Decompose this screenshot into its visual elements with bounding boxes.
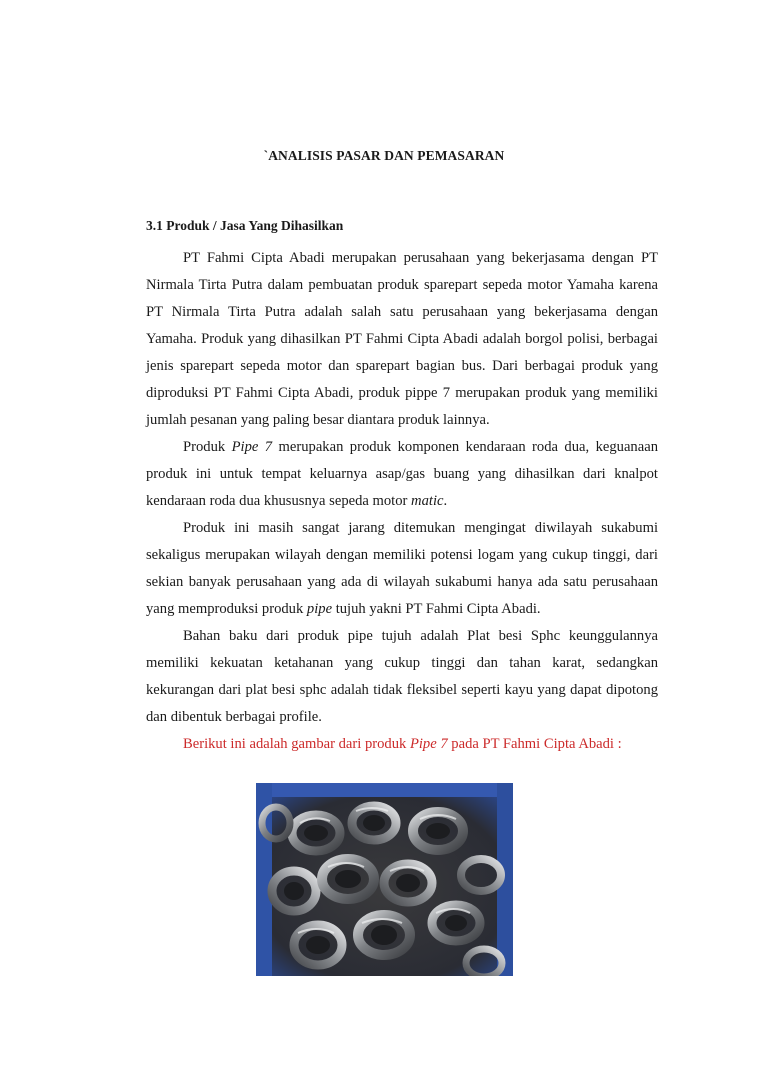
figure-caption-text-a: Berikut ini adalah gambar dari produk	[183, 736, 410, 752]
paragraph-3-italic-pipe: pipe	[306, 601, 333, 617]
paragraph-1-text: PT Fahmi Cipta Abadi merupakan perusahaan yang bekerjasama dengan PT Nirmala Tirta Putra dalam pembuatan produk sparepart sepeda motor Yamaha karena PT Nirmala Tirta Putra adalah salah satu perusahaan yang bekerjasama dengan Yamaha. Produk yang dihasilkan PT Fahmi Cipta Abadi adalah borgol polisi, berbagai jenis sparepart sepeda motor dan sparepart bagian bus. Dari berbagai produk yang diproduksi PT Fahmi Cipta Abadi, produk pippe 7 merupakan produk yang memiliki jumlah pesanan yang paling besar diantara produk lainnya.	[146, 250, 658, 428]
paragraph-3-text-b: tujuh yakni PT Fahmi Cipta Abadi.	[332, 601, 541, 617]
paragraph-2-text-c: .	[443, 493, 448, 509]
body-text	[146, 245, 658, 758]
paragraph-2-italic-product: Pipe 7	[231, 439, 273, 455]
paragraph-2-italic-matic: matic	[411, 493, 444, 509]
pipe-7-photo-icon	[256, 783, 513, 976]
paragraph-3-text-a: Produk ini masih sangat jarang ditemukan mengingat diwilayah sukabumi sekaligus merupakan wilayah dengan memiliki potensi logam yang cukup tinggi, dari sekian banyak perusahaan yang ada di wilayah sukabumi hanya ada satu perusahaan yang memproduksi produk	[146, 520, 658, 617]
paragraph-4-text: Bahan baku dari produk pipe tujuh adalah Plat besi Sphc keunggulannya memiliki kekuatan ketahanan yang cukup tinggi dan tahan karat, sedangkan kekurangan dari plat besi sphc adalah tidak fleksibel seperti kayu yang dapat dipotong dan dibentuk berbagai profile.	[146, 628, 658, 725]
paragraph-4	[146, 623, 658, 731]
paragraph-3	[146, 515, 658, 623]
paragraph-2	[146, 434, 658, 515]
page-title: `ANALISIS PASAR DAN PEMASARAN	[263, 148, 505, 163]
product-photo	[256, 783, 513, 976]
figure-caption-italic: Pipe 7	[409, 736, 448, 752]
paragraph-2-text-a: Produk	[183, 439, 232, 455]
figure-caption-text-b: pada PT Fahmi Cipta Abadi :	[447, 736, 622, 752]
section-heading: 3.1 Produk / Jasa Yang Dihasilkan	[146, 218, 344, 233]
paragraph-2-text-b: merupakan produk komponen kendaraan roda dua, keguanaan produk ini untuk tempat keluarnya asap/gas buang yang dihasilkan dari knalpot kendaraan roda dua khususnya sepeda motor	[146, 439, 658, 509]
figure-caption	[146, 731, 658, 758]
paragraph-1	[146, 245, 658, 434]
